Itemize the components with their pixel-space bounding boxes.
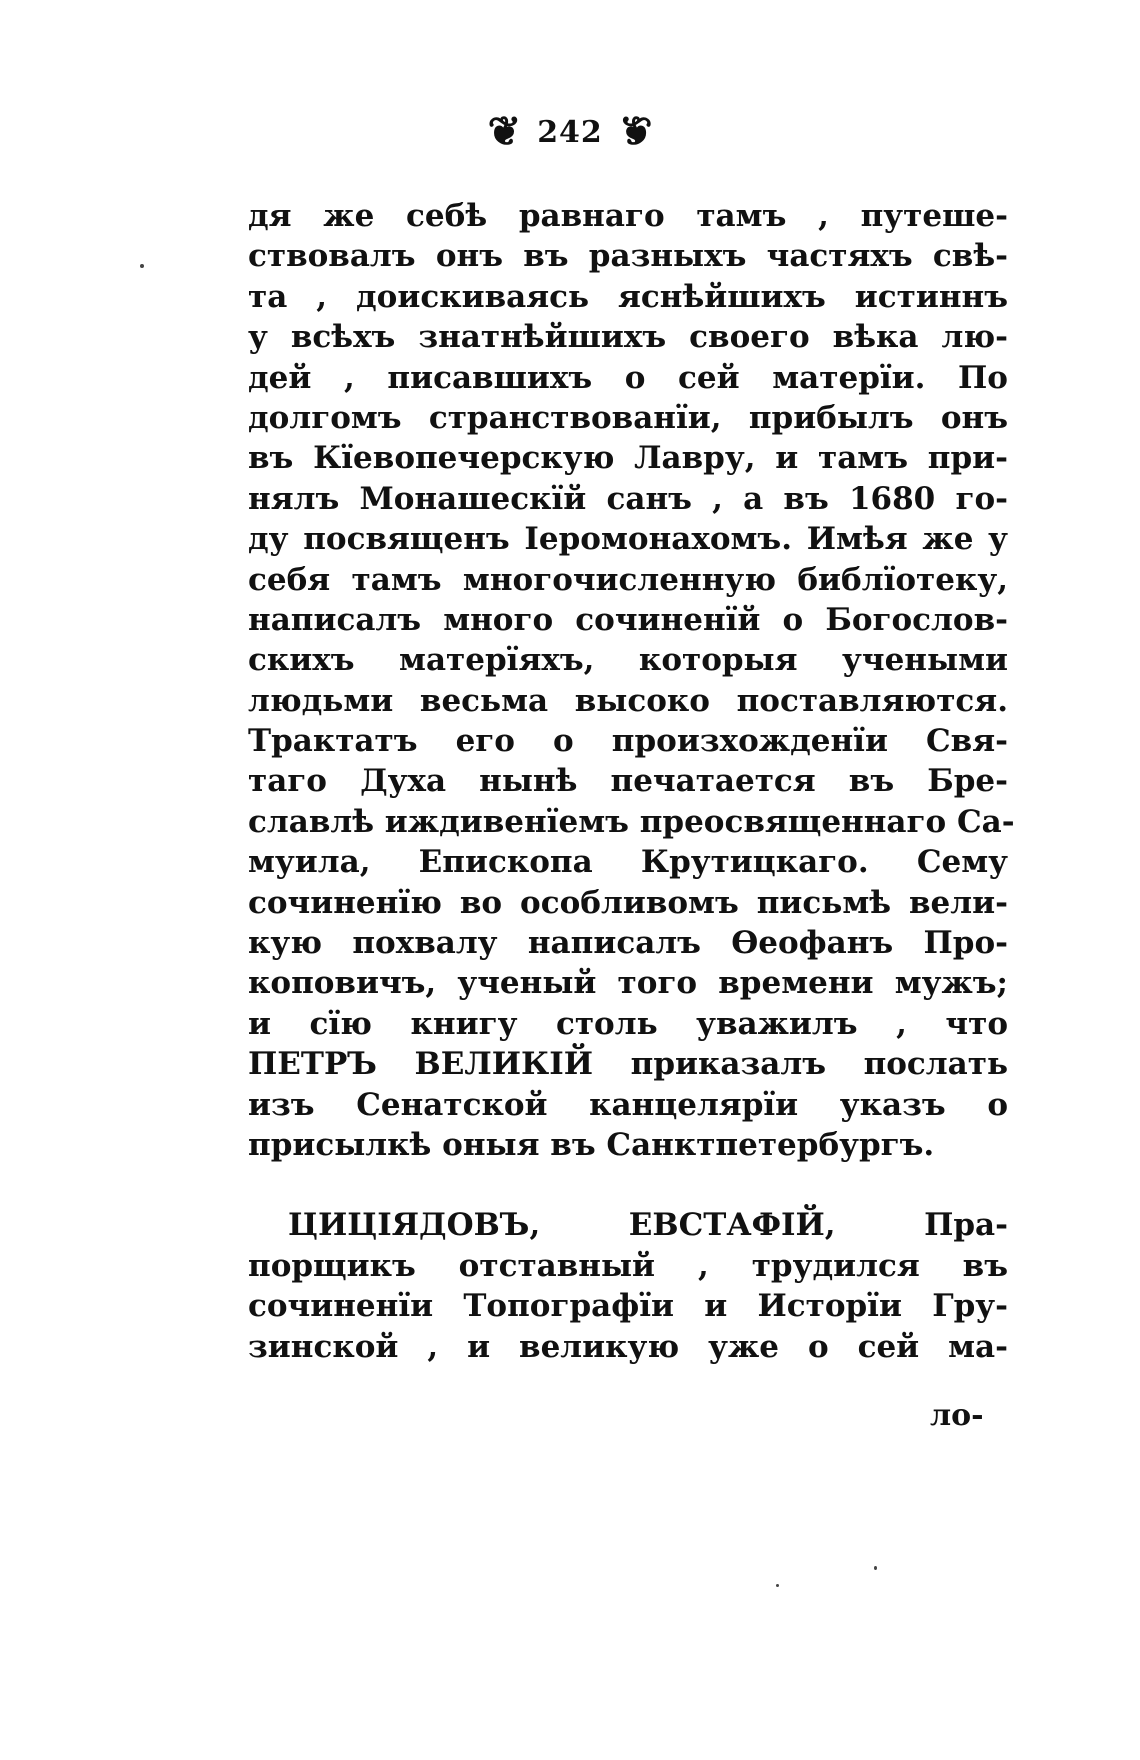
text-line: коповичъ, ученый того времени мужъ; <box>248 965 1008 1002</box>
text-line: ПЕТРЪ ВЕЛИКIЙ приказалъ послать <box>248 1046 1008 1083</box>
floral-ornament-left-icon: ❦ <box>487 108 522 155</box>
text-line: присылкѣ оныя въ Санктпетербургъ. <box>248 1126 935 1163</box>
text-line: муила, Епископа Крутицкаго. Сему <box>248 844 1008 881</box>
entry-heading-line: ЦИЦIЯДОВЪ, ЕВСТАФIЙ, Пра- <box>288 1207 1008 1244</box>
text-line: дей , писавшихъ о сей матерїи. По <box>248 359 1008 396</box>
text-line: у всѣхъ знатнѣйшихъ своего вѣка лю- <box>248 319 1008 356</box>
text-line: сочиненїи Топографїи и Исторїи Гру- <box>248 1288 1008 1325</box>
text-line: дя же себѣ равнаго тамъ , путеше- <box>248 198 1008 234</box>
text-line: кую похвалу написалъ Ѳеофанъ Про- <box>248 925 1008 962</box>
text-line: славлѣ иждивенїемъ преосвященнаго Са- <box>248 803 1015 840</box>
text-line: людьми весьма высоко поставляются. <box>248 682 1008 719</box>
text-line: нялъ Монашескїй санъ , а въ 1680 го- <box>248 480 1008 517</box>
catchword: ло- <box>930 1398 984 1433</box>
text-line: ду посвященъ Iеромонахомъ. Имѣя же у <box>248 521 1008 558</box>
text-line: и сїю книгу столь уважилъ , что <box>248 1005 1008 1042</box>
text-line: сочиненїю во особливомъ письмѣ вели- <box>248 884 1008 921</box>
text-line: таго Духа нынѣ печатается въ Бре- <box>248 763 1008 800</box>
running-header <box>0 108 1140 155</box>
paper-speck <box>874 1566 877 1570</box>
paragraph-2 <box>248 1205 1008 1367</box>
paper-speck <box>776 1584 779 1587</box>
text-line: изъ Сенатской канцелярїи указъ о <box>248 1086 1008 1123</box>
text-line: написалъ много сочиненїй о Богослов- <box>248 601 1008 638</box>
paragraph-gap <box>248 1165 1008 1205</box>
page-number: 242 <box>537 114 603 150</box>
text-line: ствовалъ онъ въ разныхъ частяхъ свѣ- <box>248 238 1008 275</box>
text-line: та , доискиваясь яснѣйшихъ истиннъ <box>248 278 1008 315</box>
body-text <box>248 196 1015 1367</box>
text-line: зинской , и великую уже о сей ма- <box>248 1328 1008 1365</box>
paragraph-1 <box>248 196 1015 1165</box>
text-line: въ Кїевопечерскую Лавру, и тамъ при- <box>248 440 1008 477</box>
text-line: себя тамъ многочисленную библїотеку, <box>248 561 1008 598</box>
text-line: скихъ матерїяхъ, которыя учеными <box>248 642 1008 679</box>
text-line: Трактатъ его о произхожденїи Свя- <box>248 723 1008 760</box>
paper-speck <box>140 264 144 268</box>
text-line: долгомъ странствованїи, прибылъ онъ <box>248 399 1008 436</box>
floral-ornament-right-icon: ❦ <box>618 108 653 155</box>
text-line: порщикъ отставный , трудился въ <box>248 1247 1008 1284</box>
